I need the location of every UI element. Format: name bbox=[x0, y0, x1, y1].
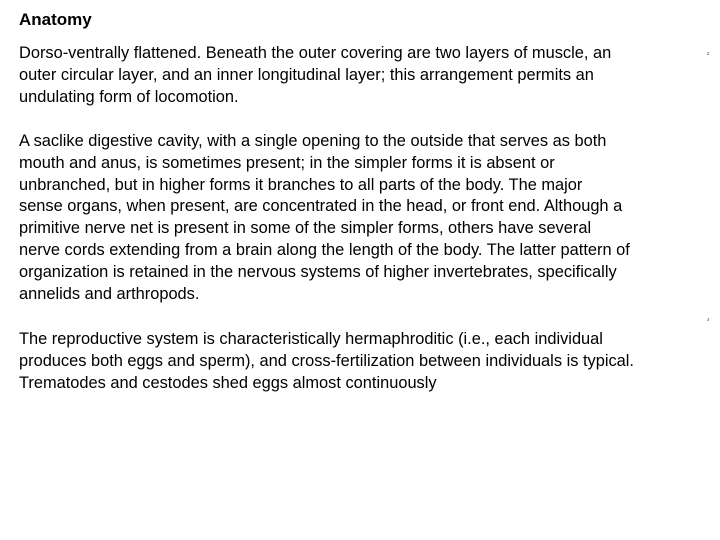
paragraph-line: Dorso-ventrally flattened. Beneath the outer covering are two layers of muscle, an bbox=[19, 44, 612, 62]
paragraph-line: annelids and arthropods. bbox=[19, 284, 200, 303]
margin-mark: ³ bbox=[707, 318, 710, 325]
paragraph-line: nerve cords extending from a brain along the length of the body. The latter pattern of bbox=[19, 240, 630, 259]
paragraph-line: Trematodes and cestodes shed eggs almost continuously bbox=[19, 373, 437, 392]
paragraph-line: A saclike digestive cavity, with a single opening to the outside that serves as both bbox=[19, 132, 607, 150]
paragraph-line: mouth and anus, is sometimes present; in the simpler forms it is absent or bbox=[19, 153, 555, 172]
page-title: Anatomy bbox=[19, 10, 92, 29]
paragraph-line: unbranched, but in higher forms it branches to all parts of the body. The major bbox=[19, 175, 583, 194]
paragraph-digestive-nervous bbox=[19, 131, 709, 305]
paragraph-line: The reproductive system is characteristically hermaphroditic (i.e., each individual bbox=[19, 330, 603, 348]
paragraph-line: sense organs, when present, are concentrated in the head, or front end. Although a bbox=[19, 197, 623, 216]
paragraph-reproductive bbox=[19, 329, 709, 394]
paragraph-line: outer circular layer, and an inner longitudinal layer; this arrangement permits an bbox=[19, 65, 594, 84]
margin-mark: ² bbox=[707, 52, 710, 59]
paragraph-line: organization is retained in the nervous systems of higher invertebrates, specifically bbox=[19, 262, 617, 281]
paragraph-body-structure bbox=[19, 43, 709, 108]
paragraph-line: undulating form of locomotion. bbox=[19, 87, 239, 106]
paragraph-line: produces both eggs and sperm), and cross-fertilization between individuals is typical. bbox=[19, 351, 634, 370]
paragraph-line: primitive nerve net is present in some of the simpler forms, others have several bbox=[19, 219, 592, 238]
